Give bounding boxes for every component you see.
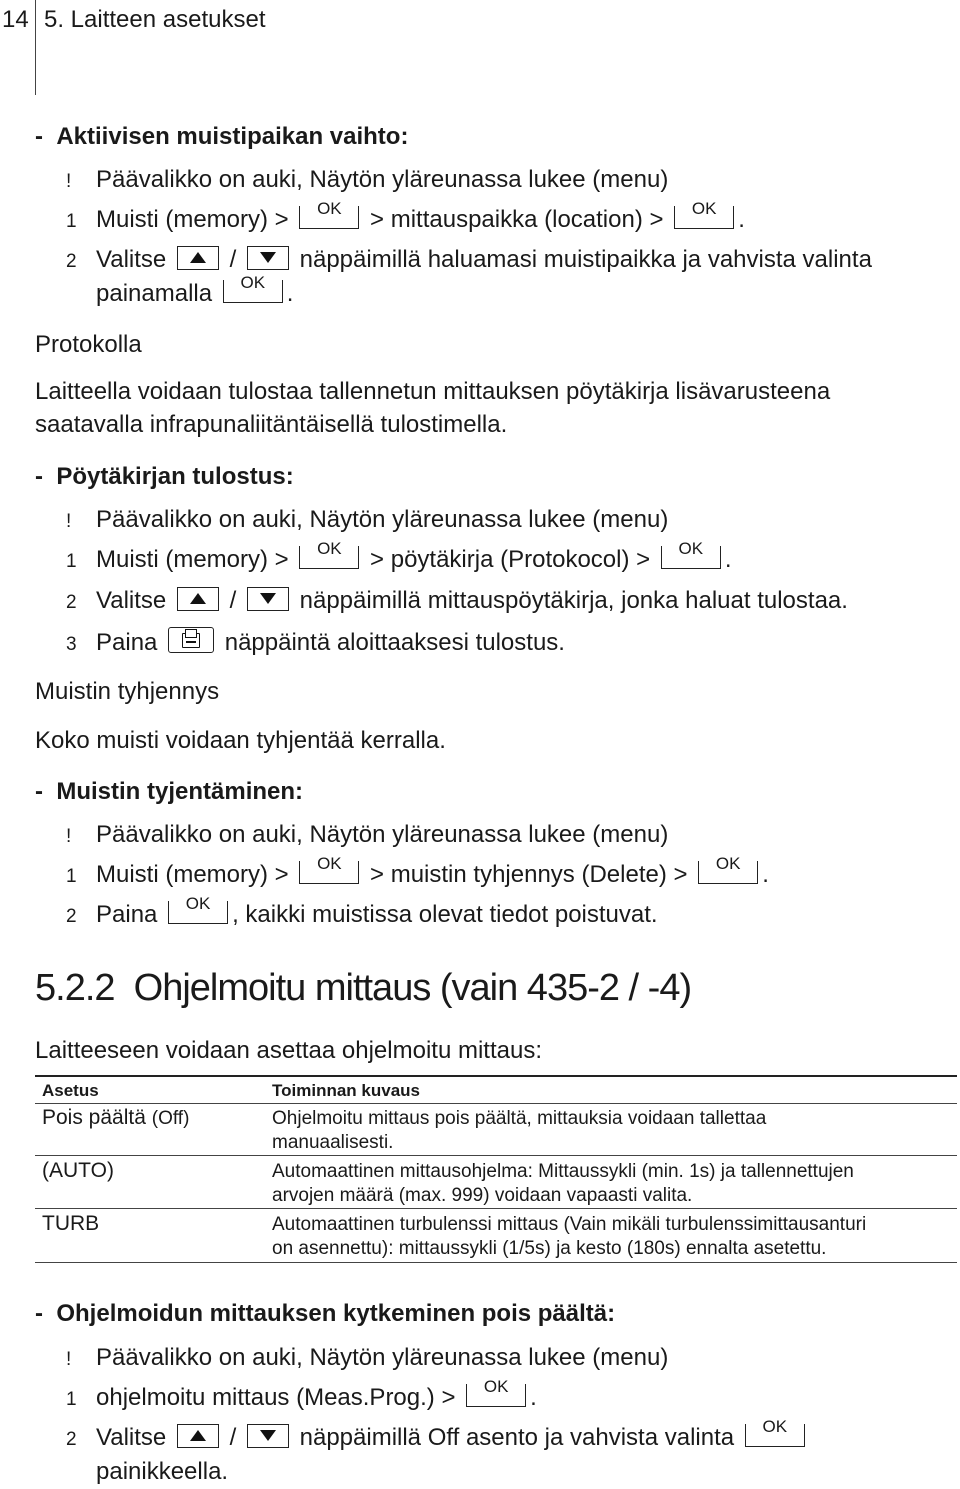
s4-step1: 1 ohjelmoitu mittaus (Meas.Prog.) > OK . [66, 1377, 537, 1411]
muisti-heading: Muistin tyhjennys [35, 678, 220, 705]
ok-key-icon: OK [168, 901, 228, 924]
s1-precondition: ! Päävalikko on auki, Näytön yläreunassa lukee (menu) [66, 166, 669, 193]
protokolla-intro-1: Laitteella voidaan tulostaa tallennetun mittauksen pöytäkirja lisävarusteena [35, 378, 831, 405]
ok-key-icon: OK [661, 546, 721, 569]
ok-key-icon: OK [698, 861, 758, 884]
s4-heading: - Ohjelmoidun mittauksen kytkeminen pois päältä: [35, 1300, 616, 1327]
ok-key-icon: OK [223, 280, 283, 303]
s2-heading: - Pöytäkirjan tulostus: [35, 463, 294, 490]
chapter-title: 5. Laitteen asetukset [44, 6, 266, 33]
table-row-0-desc-2: manuaalisesti. [272, 1132, 394, 1153]
table-header-description: Toiminnan kuvaus [272, 1081, 420, 1100]
ok-key-icon: OK [299, 861, 359, 884]
protokolla-heading: Protokolla [35, 331, 142, 358]
table-bottom-rule [35, 1262, 957, 1263]
ok-key-icon: OK [674, 206, 734, 229]
muisti-intro: Koko muisti voidaan tyhjentää kerralla. [35, 727, 446, 754]
table-row-1-desc-1: Automaattinen mittausohjelma: Mittaussykli (min. 1s) ja tallennettujen [272, 1161, 854, 1182]
section-title: 5.2.2 Ohjelmoitu mittaus (vain 435-2 / -4) [35, 967, 692, 1009]
protokolla-intro-2: saatavalla infrapunaliitäntäisellä tulostimella. [35, 411, 508, 438]
table-row-0-desc-1: Ohjelmoitu mittaus pois päältä, mittauksia voidaan tallettaa [272, 1108, 767, 1129]
s1-heading: - Aktiivisen muistipaikan vaihto: [35, 123, 409, 150]
arrow-up-icon [177, 1424, 219, 1448]
header-divider [35, 0, 36, 95]
arrow-down-icon [247, 587, 289, 611]
table-top-rule [35, 1075, 957, 1077]
s1-step1: 1 Muisti (memory) > OK > mittauspaikka (location) > OK . [66, 199, 745, 233]
table-header-rule [35, 1103, 957, 1104]
arrow-down-icon [247, 246, 289, 270]
s4-step2: 2 Valitse / näppäimillä Off asento ja vahvista valinta OK [66, 1424, 809, 1454]
s2-step3: 3 Paina näppäintä aloittaaksesi tulostus. [66, 629, 565, 656]
ok-key-icon: OK [466, 1384, 526, 1407]
table-row-1-setting: (AUTO) [42, 1159, 114, 1182]
s4-precondition: ! Päävalikko on auki, Näytön yläreunassa lukee (menu) [66, 1344, 669, 1371]
s1-step2: 2 Valitse / näppäimillä haluamasi muistipaikka ja vahvista valinta [66, 246, 872, 273]
s3-precondition: ! Päävalikko on auki, Näytön yläreunassa lukee (menu) [66, 821, 669, 848]
s4-step2-cont: painikkeella. [96, 1458, 229, 1485]
table-row-2-desc-2: on asennettu): mittaussykli (1/5s) ja kesto (180s) ennalta asetettu. [272, 1238, 827, 1259]
page-number: 14 [2, 6, 29, 33]
printer-icon [168, 627, 214, 653]
table-header-setting: Asetus [42, 1081, 99, 1100]
s1-step2-cont: painamalla OK . [96, 273, 294, 307]
arrow-up-icon [177, 587, 219, 611]
s3-heading: - Muistin tyjentäminen: [35, 778, 304, 805]
arrow-down-icon [247, 1424, 289, 1448]
s2-step2: 2 Valitse / näppäimillä mittauspöytäkirja, jonka haluat tulostaa. [66, 587, 848, 614]
table-row-0-setting: Pois päältä (Off) [42, 1106, 190, 1129]
s3-step1: 1 Muisti (memory) > OK > muistin tyhjennys (Delete) > OK . [66, 854, 769, 888]
arrow-up-icon [177, 246, 219, 270]
table-row-rule [35, 1155, 957, 1156]
ok-key-icon: OK [745, 1424, 805, 1447]
ok-key-icon: OK [299, 206, 359, 229]
table-row-2-setting: TURB [42, 1212, 100, 1235]
table-row-2-desc-1: Automaattinen turbulenssi mittaus (Vain mikäli turbulenssimittausanturi [272, 1214, 867, 1235]
s2-precondition: ! Päävalikko on auki, Näytön yläreunassa lukee (menu) [66, 506, 669, 533]
ok-key-icon: OK [299, 546, 359, 569]
s3-step2: 2 Paina OK , kaikki muistissa olevat tiedot poistuvat. [66, 894, 658, 928]
section-intro: Laitteeseen voidaan asettaa ohjelmoitu mittaus: [35, 1037, 542, 1064]
table-row-rule [35, 1208, 957, 1209]
table-row-1-desc-2: arvojen määrä (max. 999) voidaan vapaasti valita. [272, 1185, 693, 1206]
s2-step1: 1 Muisti (memory) > OK > pöytäkirja (Protokocol) > OK . [66, 539, 732, 573]
